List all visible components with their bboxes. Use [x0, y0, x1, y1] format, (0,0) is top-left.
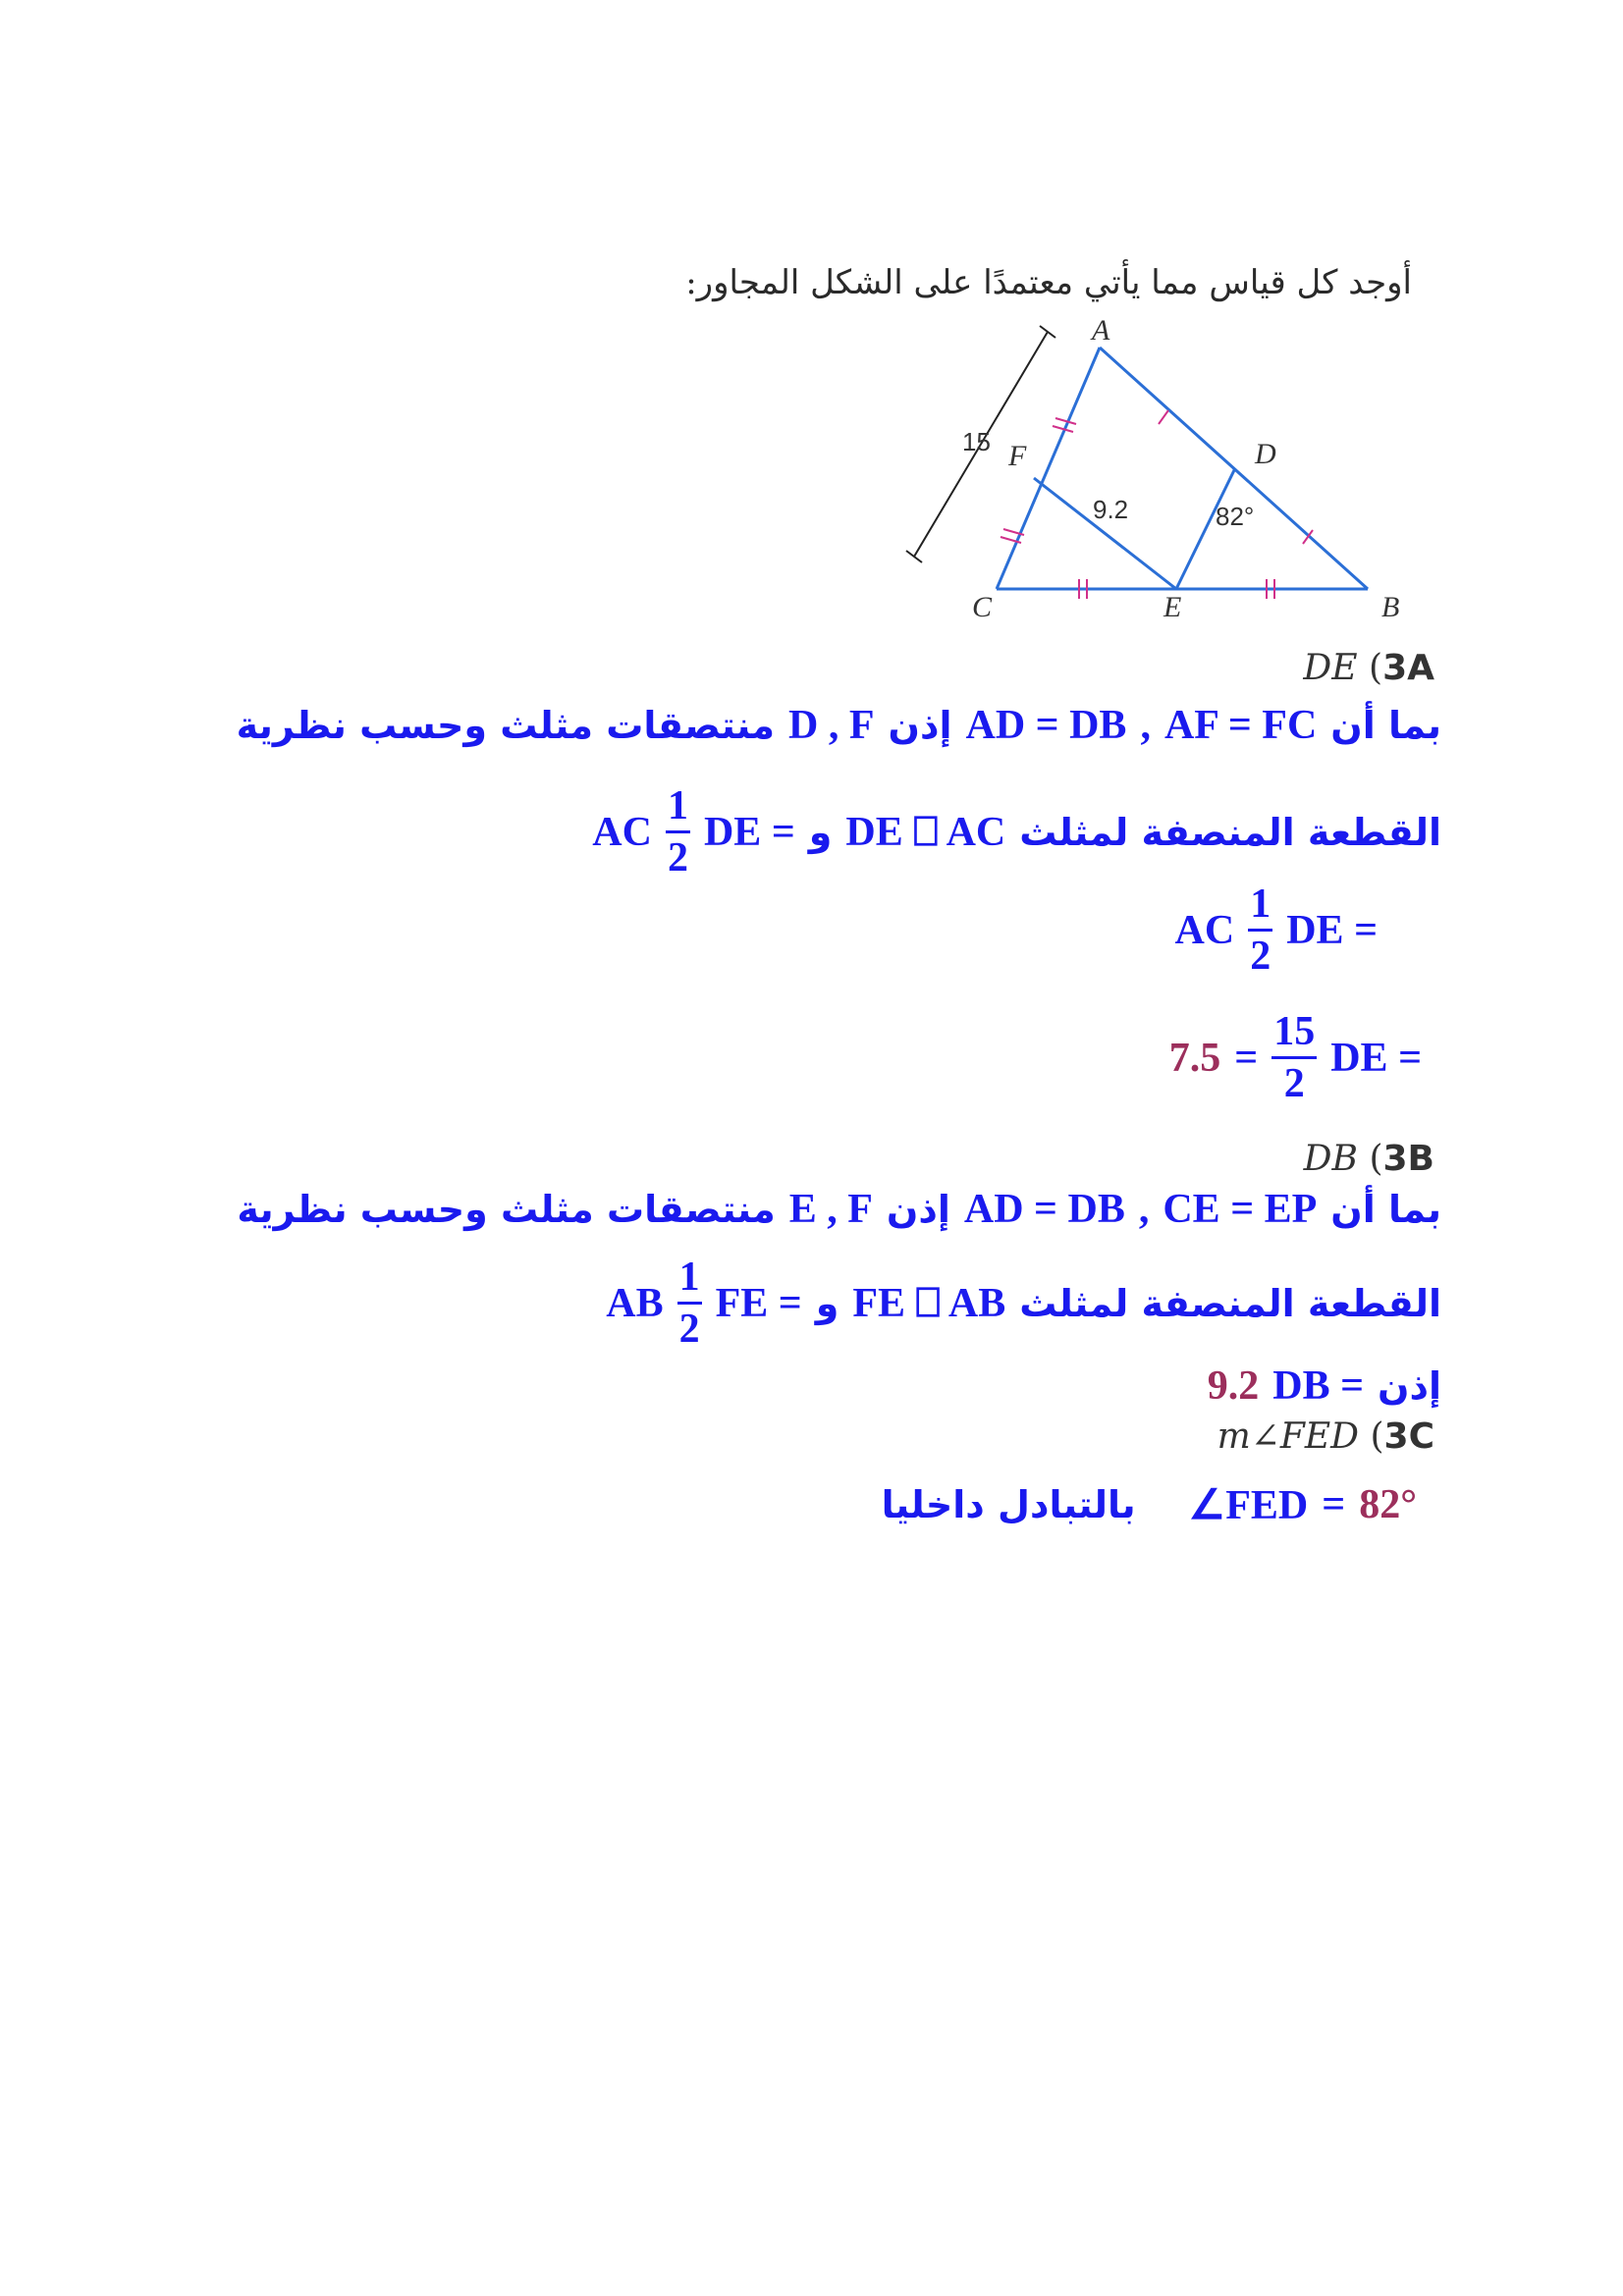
fraction: $\frac{1}{2}$ [1250, 881, 1271, 979]
result-value: 7.5 [1168, 1035, 1221, 1081]
point-label-d: D [1255, 438, 1276, 470]
triangle-figure [889, 316, 1438, 640]
part-c-label: m∠FED (3C [1217, 1416, 1434, 1457]
part-a-line-1: بما أن AF = FC , AD = DB إذن D , F منتصقات مثلث وحسب نظرية [236, 703, 1441, 748]
fraction: $\frac{15}{2}$ [1273, 1009, 1316, 1106]
part-a-line-3: DE = $\frac{1}{2}$ AC [1174, 881, 1378, 979]
exercise-heading: أوجد كل قياس مما يأتي معتمدًا على الشكل المجاور: [685, 263, 1412, 302]
part-c-line-1: 82° = ∠FED بالتبادل داخليا [881, 1482, 1417, 1528]
fraction: $\frac{1}{2}$ [678, 1255, 700, 1352]
result-value: 82° [1359, 1482, 1417, 1527]
part-b-line-2: القطعة المنصفة لمثلث FE ⎕ AB و FE = $\frac{1}{2}$ AB [606, 1255, 1441, 1352]
part-a-line-4: DE = $\frac{15}{2}$ = 7.5 [1168, 1009, 1422, 1106]
angle-label: 82° [1216, 502, 1255, 531]
point-label-b: B [1381, 591, 1400, 623]
point-label-a: A [1092, 316, 1110, 347]
point-label-f: F [1008, 440, 1027, 472]
segment-length-label: 9.2 [1093, 495, 1129, 524]
result-value: 9.2 [1207, 1363, 1260, 1409]
part-b-line-3: إذن DB = 9.2 [1207, 1363, 1441, 1409]
part-a-label: DE (3A [1303, 648, 1434, 688]
point-label-c: C [972, 591, 993, 623]
part-a-line-2: القطعة المنصفة لمثلث DE ⎕ AC و DE = $\frac{1}{2}$ AC [592, 783, 1441, 881]
fraction: $\frac{1}{2}$ [667, 783, 688, 881]
point-label-e: E [1163, 591, 1182, 623]
part-b-label: DB (3B [1303, 1139, 1434, 1179]
part-b-line-1: بما أن CE = EP , AD = DB إذن E , F منتصقات مثلث وحسب نظرية [237, 1187, 1441, 1232]
side-length-label: 15 [962, 427, 991, 456]
